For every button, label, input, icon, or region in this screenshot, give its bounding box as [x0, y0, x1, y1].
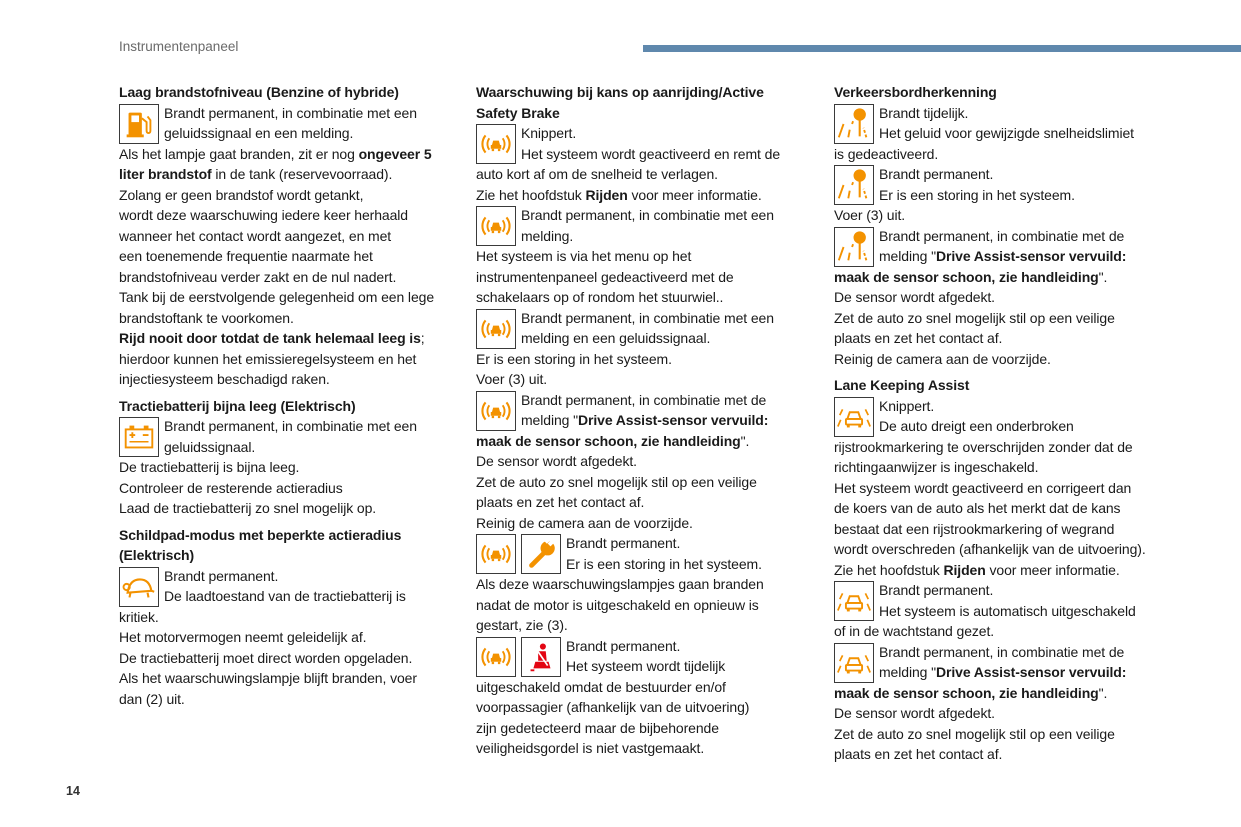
text-line: schakelaars op of rondom het stuurwiel.. — [476, 289, 724, 305]
text-line: De auto dreigt een onderbroken — [879, 418, 1074, 434]
text-line: nadat de motor is uitgeschakeld en opnieuw is — [476, 596, 759, 613]
text-line: Zolang er geen brandstof wordt getankt, — [119, 186, 364, 203]
collision-warning-icon — [476, 206, 516, 246]
block-sensor-dirty — [476, 390, 811, 534]
block-standby — [834, 580, 1169, 642]
column-3 — [834, 82, 1169, 765]
page-header-title: Instrumentenpaneel — [119, 39, 239, 54]
text-line: melding "Drive Assist-sensor vervuild: — [879, 664, 1127, 680]
traction-battery-icon — [119, 417, 159, 457]
lane-keeping-icon — [834, 397, 874, 437]
text-line: richtingaanwijzer is ingeschakeld. — [834, 459, 1039, 475]
text-line: zijn gedetecteerd maar de bijbehorende — [476, 719, 719, 736]
text-line: rijstrookmarkering te overschrijden zonder dat de — [834, 438, 1133, 455]
text-line: Het systeem wordt tijdelijk — [566, 658, 726, 674]
text-line: Zie het hoofdstuk Rijden voor meer informatie. — [834, 561, 1120, 578]
block-fault-wrench — [476, 533, 811, 636]
text-line: Er is een storing in het systeem. — [476, 350, 672, 367]
text-line: auto kort af om de snelheid te verlagen. — [476, 166, 718, 182]
text-line: Het motorvermogen neemt geleidelijk af. — [119, 629, 367, 645]
text-line: Het systeem wordt geactiveerd en corrigeert dan — [834, 479, 1132, 496]
text-line: Brandt permanent, in combinatie met een — [521, 309, 774, 326]
section-turtle-mode — [119, 525, 459, 710]
section-title: Verkeersbordherkenning — [834, 84, 997, 100]
section-lane-keeping-assist — [834, 375, 1169, 765]
text-line: melding "Drive Assist-sensor vervuild: — [879, 248, 1127, 264]
lane-keeping-icon — [834, 643, 874, 683]
text-line: Als deze waarschuwingslampjes gaan branden — [476, 576, 764, 592]
text-line: Knippert. — [521, 125, 577, 141]
block-seatbelt — [476, 636, 811, 759]
text-line: geluidssignaal. — [164, 438, 256, 455]
section-title: Tractiebatterij bijna leeg (Elektrisch) — [119, 397, 356, 414]
section-low-fuel — [119, 82, 459, 390]
text-line: veiligheidsgordel is niet vastgemaakt. — [476, 740, 705, 756]
traffic-sign-recognition-icon — [834, 165, 874, 205]
column-2 — [476, 82, 811, 759]
wrench-icon — [521, 534, 561, 574]
text-line: brandstoftank te voorkomen. — [119, 309, 294, 326]
text-line: melding. — [521, 227, 574, 244]
text-line: Brandt permanent. — [566, 637, 681, 654]
text-line: Controleer de resterende actieradius — [119, 479, 343, 496]
text-line: Het systeem is automatisch uitgeschakeld — [879, 602, 1136, 619]
text-line: instrumentenpaneel gedeactiveerd met de — [476, 268, 734, 285]
text-line: Brandt permanent, in combinatie met een — [164, 104, 417, 121]
text-line: Brandt permanent. — [566, 535, 681, 551]
text-line: kritiek. — [119, 608, 159, 625]
collision-warning-icon — [476, 124, 516, 164]
traffic-sign-recognition-icon — [834, 104, 874, 144]
text-line: Zet de auto zo snel mogelijk stil op een veilige — [476, 473, 757, 490]
text-line: Brandt tijdelijk. — [879, 104, 969, 121]
lane-keeping-icon — [834, 581, 874, 621]
seatbelt-icon — [521, 637, 561, 677]
text-line: maak de sensor schoon, zie handleiding". — [476, 432, 750, 449]
section-title: (Elektrisch) — [119, 547, 195, 563]
text-line: Brandt permanent. — [879, 582, 994, 598]
text-line: maak de sensor schoon, zie handleiding". — [834, 268, 1108, 285]
text-line: gestart, zie (3). — [476, 617, 568, 633]
collision-warning-icon — [476, 534, 516, 574]
text-line: de koers van de auto als het merkt dat de kans — [834, 500, 1121, 516]
text-line: voorpassagier (afhankelijk van de uitvoering) — [476, 699, 750, 715]
text-line: liter brandstof in de tank (reservevoorraad). — [119, 166, 393, 182]
text-line: Reinig de camera aan de voorzijde. — [834, 350, 1051, 367]
text-line: De laadtoestand van de tractiebatterij is — [164, 588, 406, 604]
block-deactivated — [476, 205, 811, 308]
page-number: 14 — [66, 784, 80, 798]
text-line: hierdoor kunnen het emissieregelsysteem en het — [119, 350, 417, 367]
block-sensor-dirty — [834, 226, 1169, 370]
text-line: Brandt permanent, in combinatie met de — [879, 227, 1125, 244]
text-line: Tank bij de eerstvolgende gelegenheid om een lege — [119, 289, 435, 305]
text-line: Rijd nooit door totdat de tank helemaal leeg is; — [119, 330, 425, 346]
text-line: een toenemende frequentie naarmate het — [119, 248, 373, 264]
text-line: Er is een storing in het systeem. — [566, 555, 762, 572]
section-title: Lane Keeping Assist — [834, 377, 970, 393]
column-1 — [119, 82, 459, 709]
text-line: Brandt permanent. — [164, 567, 279, 584]
collision-warning-icon — [476, 391, 516, 431]
block-flashing — [476, 123, 811, 205]
text-line: dan (2) uit. — [119, 690, 185, 707]
text-line: uitgeschakeld omdat de bestuurder en/of — [476, 678, 726, 695]
text-line: Er is een storing in het systeem. — [879, 186, 1075, 203]
section-title: Schildpad-modus met beperkte actieradius — [119, 526, 402, 543]
text-line: De sensor wordt afgedekt. — [476, 453, 637, 469]
text-line: Het geluid voor gewijzigde snelheidslimiet — [879, 125, 1134, 141]
block-temporary — [834, 103, 1169, 165]
text-line: wordt deze waarschuwing iedere keer herhaald — [119, 207, 408, 223]
text-line: Laad de tractiebatterij zo snel mogelijk op. — [119, 500, 377, 516]
text-line: geluidssignaal en een melding. — [164, 125, 354, 141]
section-traction-battery — [119, 396, 459, 519]
text-line: brandstofniveau verder zakt en de nul nadert. — [119, 268, 397, 285]
text-line: Zet de auto zo snel mogelijk stil op een veilige — [834, 725, 1115, 742]
traffic-sign-recognition-icon — [834, 227, 874, 267]
text-line: Voer (3) uit. — [834, 207, 906, 223]
text-line: wanneer het contact wordt aangezet, en met — [119, 227, 392, 244]
turtle-icon — [119, 567, 159, 607]
text-line: plaats en zet het contact af. — [834, 330, 1003, 346]
text-line: wordt overschreden (afhankelijk van de uitvoering). — [834, 541, 1146, 557]
text-line: Voer (3) uit. — [476, 371, 548, 387]
text-line: Als het waarschuwingslampje blijft branden, voer — [119, 670, 417, 686]
text-line: Het systeem wordt geactiveerd en remt de — [521, 145, 781, 162]
text-line: Knippert. — [879, 397, 935, 414]
text-line: Brandt permanent. — [879, 166, 994, 182]
text-line: injectiesysteem beschadigd raken. — [119, 371, 330, 387]
text-line: De tractiebatterij moet direct worden opgeladen. — [119, 649, 413, 666]
text-line: Brandt permanent, in combinatie met een — [164, 418, 417, 434]
section-title: Laag brandstofniveau (Benzine of hybride) — [119, 84, 399, 100]
collision-warning-icon — [476, 637, 516, 677]
text-line: Het systeem is via het menu op het — [476, 248, 692, 264]
text-line: De sensor wordt afgedekt. — [834, 289, 995, 305]
text-line: melding en een geluidssignaal. — [521, 330, 711, 346]
section-title: Waarschuwing bij kans op aanrijding/Active — [476, 84, 764, 100]
text-line: Reinig de camera aan de voorzijde. — [476, 514, 693, 531]
text-line: is gedeactiveerd. — [834, 145, 939, 162]
text-line: melding "Drive Assist-sensor vervuild: — [521, 412, 769, 428]
block-sensor-dirty — [834, 642, 1169, 765]
text-line: Zet de auto zo snel mogelijk stil op een veilige — [834, 309, 1115, 326]
block-fault — [834, 164, 1169, 226]
text-line: De tractiebatterij is bijna leeg. — [119, 459, 300, 475]
text-line: plaats en zet het contact af. — [476, 494, 645, 510]
text-line: Als het lampje gaat branden, zit er nog ongeveer 5 — [119, 145, 432, 162]
collision-warning-icon — [476, 309, 516, 349]
text-line: bestaat dat een rijstrookmarkering of wegrand — [834, 520, 1115, 537]
text-line: Brandt permanent, in combinatie met een — [521, 207, 774, 223]
header-accent-bar — [643, 45, 1241, 52]
text-line: Zie het hoofdstuk Rijden voor meer informatie. — [476, 186, 762, 203]
section-traffic-sign-recognition — [834, 82, 1169, 369]
text-line: De sensor wordt afgedekt. — [834, 705, 995, 721]
text-line: of in de wachtstand gezet. — [834, 623, 995, 639]
text-line: Brandt permanent, in combinatie met de — [879, 643, 1125, 660]
text-line: plaats en zet het contact af. — [834, 746, 1003, 762]
block-fault — [476, 308, 811, 390]
text-line: maak de sensor schoon, zie handleiding". — [834, 684, 1108, 701]
block-flashing — [834, 396, 1169, 581]
section-title: Safety Brake — [476, 104, 560, 121]
text-line: Brandt permanent, in combinatie met de — [521, 391, 767, 408]
fuel-pump-icon — [119, 104, 159, 144]
